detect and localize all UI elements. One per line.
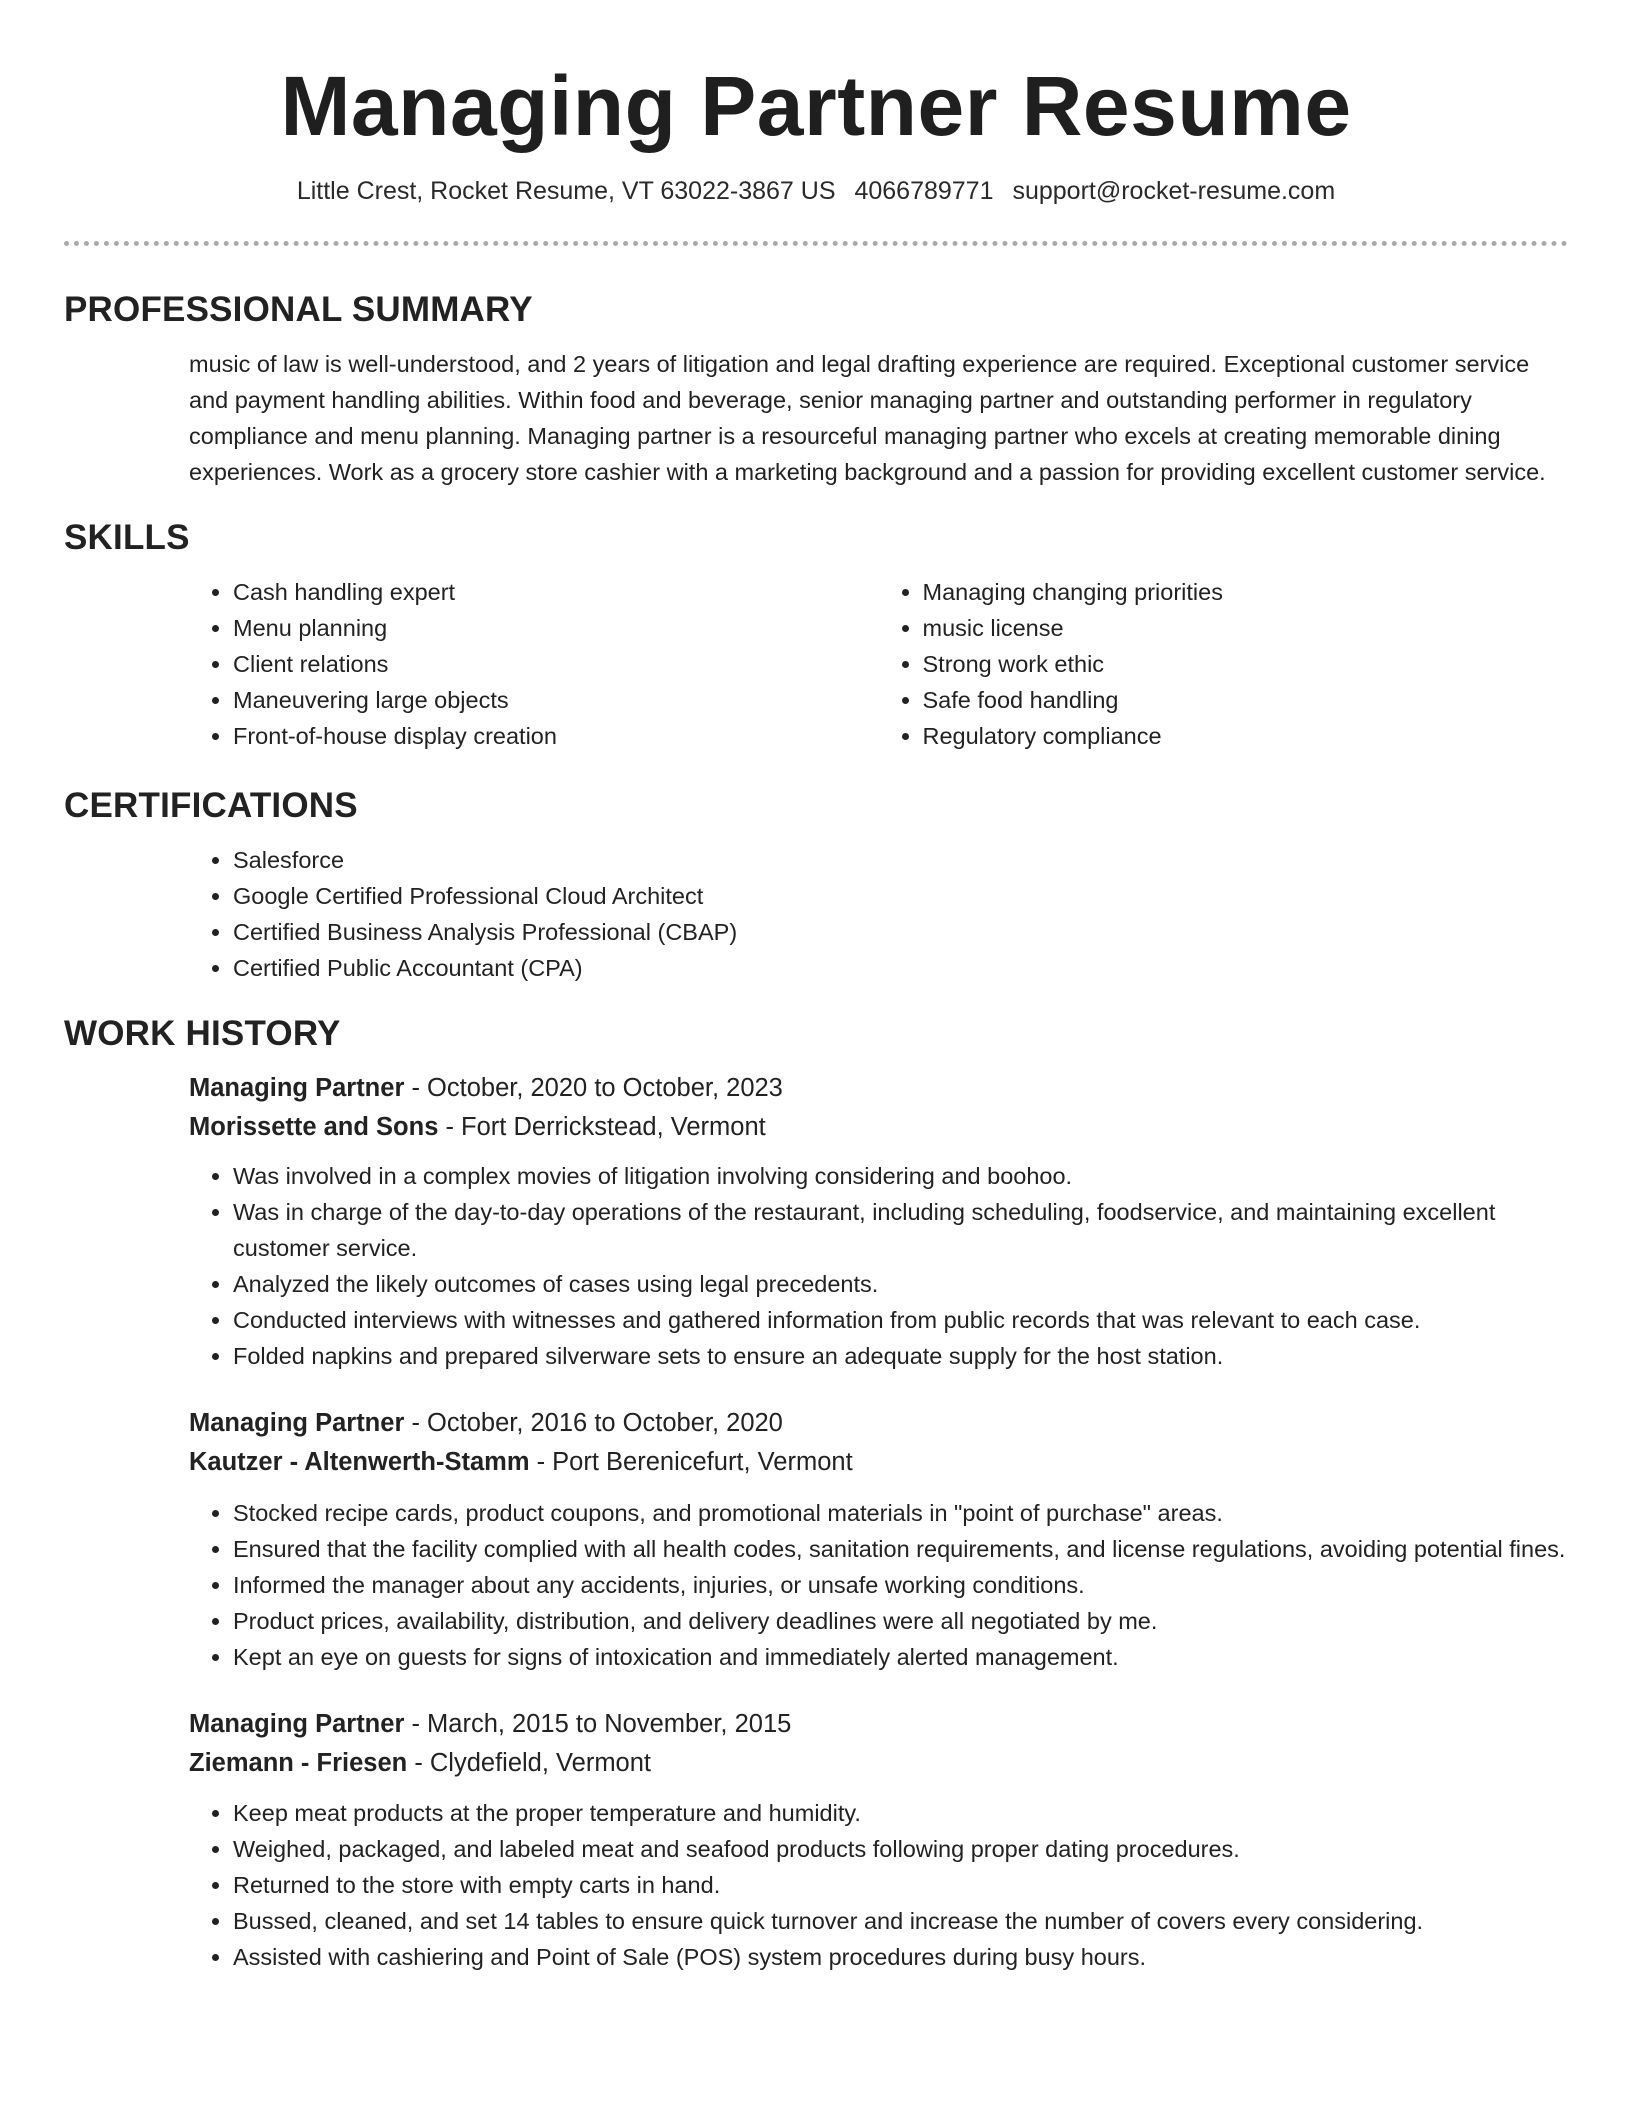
- certifications-heading: CERTIFICATIONS: [64, 786, 358, 825]
- job-company-line: [189, 1744, 1568, 1783]
- phone-text: 4066789771: [854, 177, 994, 205]
- certifications-list: [189, 842, 1568, 986]
- skill-item: • Menu planning: [233, 610, 879, 646]
- skill-item: • Cash handling expert: [233, 574, 879, 610]
- job-title-line: [189, 1404, 1568, 1443]
- contact-line: [0, 174, 1632, 208]
- certification-item: • Certified Public Accountant (CPA): [233, 950, 1568, 986]
- job-title-line: [189, 1069, 1568, 1108]
- job-bullet: • Stocked recipe cards, product coupons, and promotional materials in "point of purchase" areas.: [233, 1495, 1568, 1531]
- job-role: Managing Partner: [189, 1074, 405, 1102]
- job-bullet: • Was in charge of the day-to-day operations of the restaurant, including scheduling, foodservice, and maintaining excellent customer service.: [233, 1194, 1568, 1266]
- skills-list: [189, 574, 1568, 754]
- job-location: - Port Berenicefurt, Vermont: [529, 1448, 853, 1476]
- job-bullet: • Conducted interviews with witnesses and gathered information from public records that was relevant to each case.: [233, 1302, 1568, 1338]
- job-bullets: [189, 1158, 1568, 1374]
- work-history-heading: WORK HISTORY: [64, 1014, 341, 1053]
- job-bullet: • Bussed, cleaned, and set 14 tables to ensure quick turnover and increase the number of covers every considering.: [233, 1903, 1568, 1939]
- job-company-line: [189, 1443, 1568, 1482]
- job-location: - Fort Derrickstead, Vermont: [438, 1113, 766, 1141]
- email-text: support@rocket-resume.com: [1012, 177, 1336, 205]
- job-company: Morissette and Sons: [189, 1113, 439, 1141]
- summary-heading: PROFESSIONAL SUMMARY: [64, 290, 533, 329]
- job-company: Kautzer - Altenwerth-Stamm: [189, 1448, 530, 1476]
- resume-title: Managing Partner Resume: [280, 59, 1352, 153]
- skills-column-left: [189, 574, 879, 754]
- skill-item: • Managing changing priorities: [923, 574, 1569, 610]
- job-entry: [189, 1705, 1568, 1975]
- job-dates: - March, 2015 to November, 2015: [404, 1710, 792, 1738]
- job-bullet: • Ensured that the facility complied with all health codes, sanitation requirements, and license regulations, avoiding potential fines.: [233, 1531, 1568, 1567]
- job-bullet: • Informed the manager about any accidents, injuries, or unsafe working conditions.: [233, 1567, 1568, 1603]
- skill-item: • Safe food handling: [923, 682, 1569, 718]
- job-bullet: • Product prices, availability, distribution, and delivery deadlines were all negotiated by me.: [233, 1603, 1568, 1639]
- job-bullet: • Analyzed the likely outcomes of cases using legal precedents.: [233, 1266, 1568, 1302]
- job-company: Ziemann - Friesen: [189, 1749, 408, 1777]
- skill-item: • Strong work ethic: [923, 646, 1569, 682]
- job-bullet: • Weighed, packaged, and labeled meat and seafood products following proper dating procedures.: [233, 1831, 1568, 1867]
- job-title-line: [189, 1705, 1568, 1744]
- job-bullet: • Kept an eye on guests for signs of intoxication and immediately alerted management.: [233, 1639, 1568, 1675]
- skill-item: • Client relations: [233, 646, 879, 682]
- certification-item: • Certified Business Analysis Professional (CBAP): [233, 914, 1568, 950]
- job-bullet: • Returned to the store with empty carts in hand.: [233, 1867, 1568, 1903]
- certification-item: • Salesforce: [233, 842, 1568, 878]
- job-dates: - October, 2020 to October, 2023: [404, 1074, 783, 1102]
- job-bullet: • Was involved in a complex movies of litigation involving considering and boohoo.: [233, 1158, 1568, 1194]
- job-bullet: • Folded napkins and prepared silverware sets to ensure an adequate supply for the host station.: [233, 1338, 1568, 1374]
- job-company-line: [189, 1108, 1568, 1147]
- skill-item: • Front-of-house display creation: [233, 718, 879, 754]
- certification-item: • Google Certified Professional Cloud Architect: [233, 878, 1568, 914]
- header-divider: [64, 241, 1568, 246]
- address-text: Little Crest, Rocket Resume, VT 63022-3867 US: [296, 177, 836, 205]
- certifications-bullets: [189, 842, 1568, 986]
- skills-heading: SKILLS: [64, 518, 190, 557]
- job-role: Managing Partner: [189, 1710, 405, 1738]
- skill-item: • Maneuvering large objects: [233, 682, 879, 718]
- job-entry: [189, 1069, 1568, 1374]
- job-location: - Clydefield, Vermont: [407, 1749, 652, 1777]
- job-bullets: [189, 1795, 1568, 1975]
- skill-item: • Regulatory compliance: [923, 718, 1569, 754]
- job-bullets: [189, 1495, 1568, 1675]
- job-entry: [189, 1404, 1568, 1675]
- job-dates: - October, 2016 to October, 2020: [404, 1409, 783, 1437]
- job-bullet: • Keep meat products at the proper temperature and humidity.: [233, 1795, 1568, 1831]
- job-role: Managing Partner: [189, 1409, 405, 1437]
- skills-column-right: [879, 574, 1569, 754]
- skill-item: • music license: [923, 610, 1569, 646]
- job-bullet: • Assisted with cashiering and Point of Sale (POS) system procedures during busy hours.: [233, 1939, 1568, 1975]
- summary-text: music of law is well-understood, and 2 years of litigation and legal drafting experience are required. Exceptional customer service and payment handling abilities. Within food and beverage, senior managing partner and outstanding performer in regulatory compliance and menu planning. Managing partner is a resourceful managing partner who excels at creating memorable dining experiences. Work as a grocery store cashier with a marketing background and a passion for providing excellent customer service.: [189, 351, 1546, 485]
